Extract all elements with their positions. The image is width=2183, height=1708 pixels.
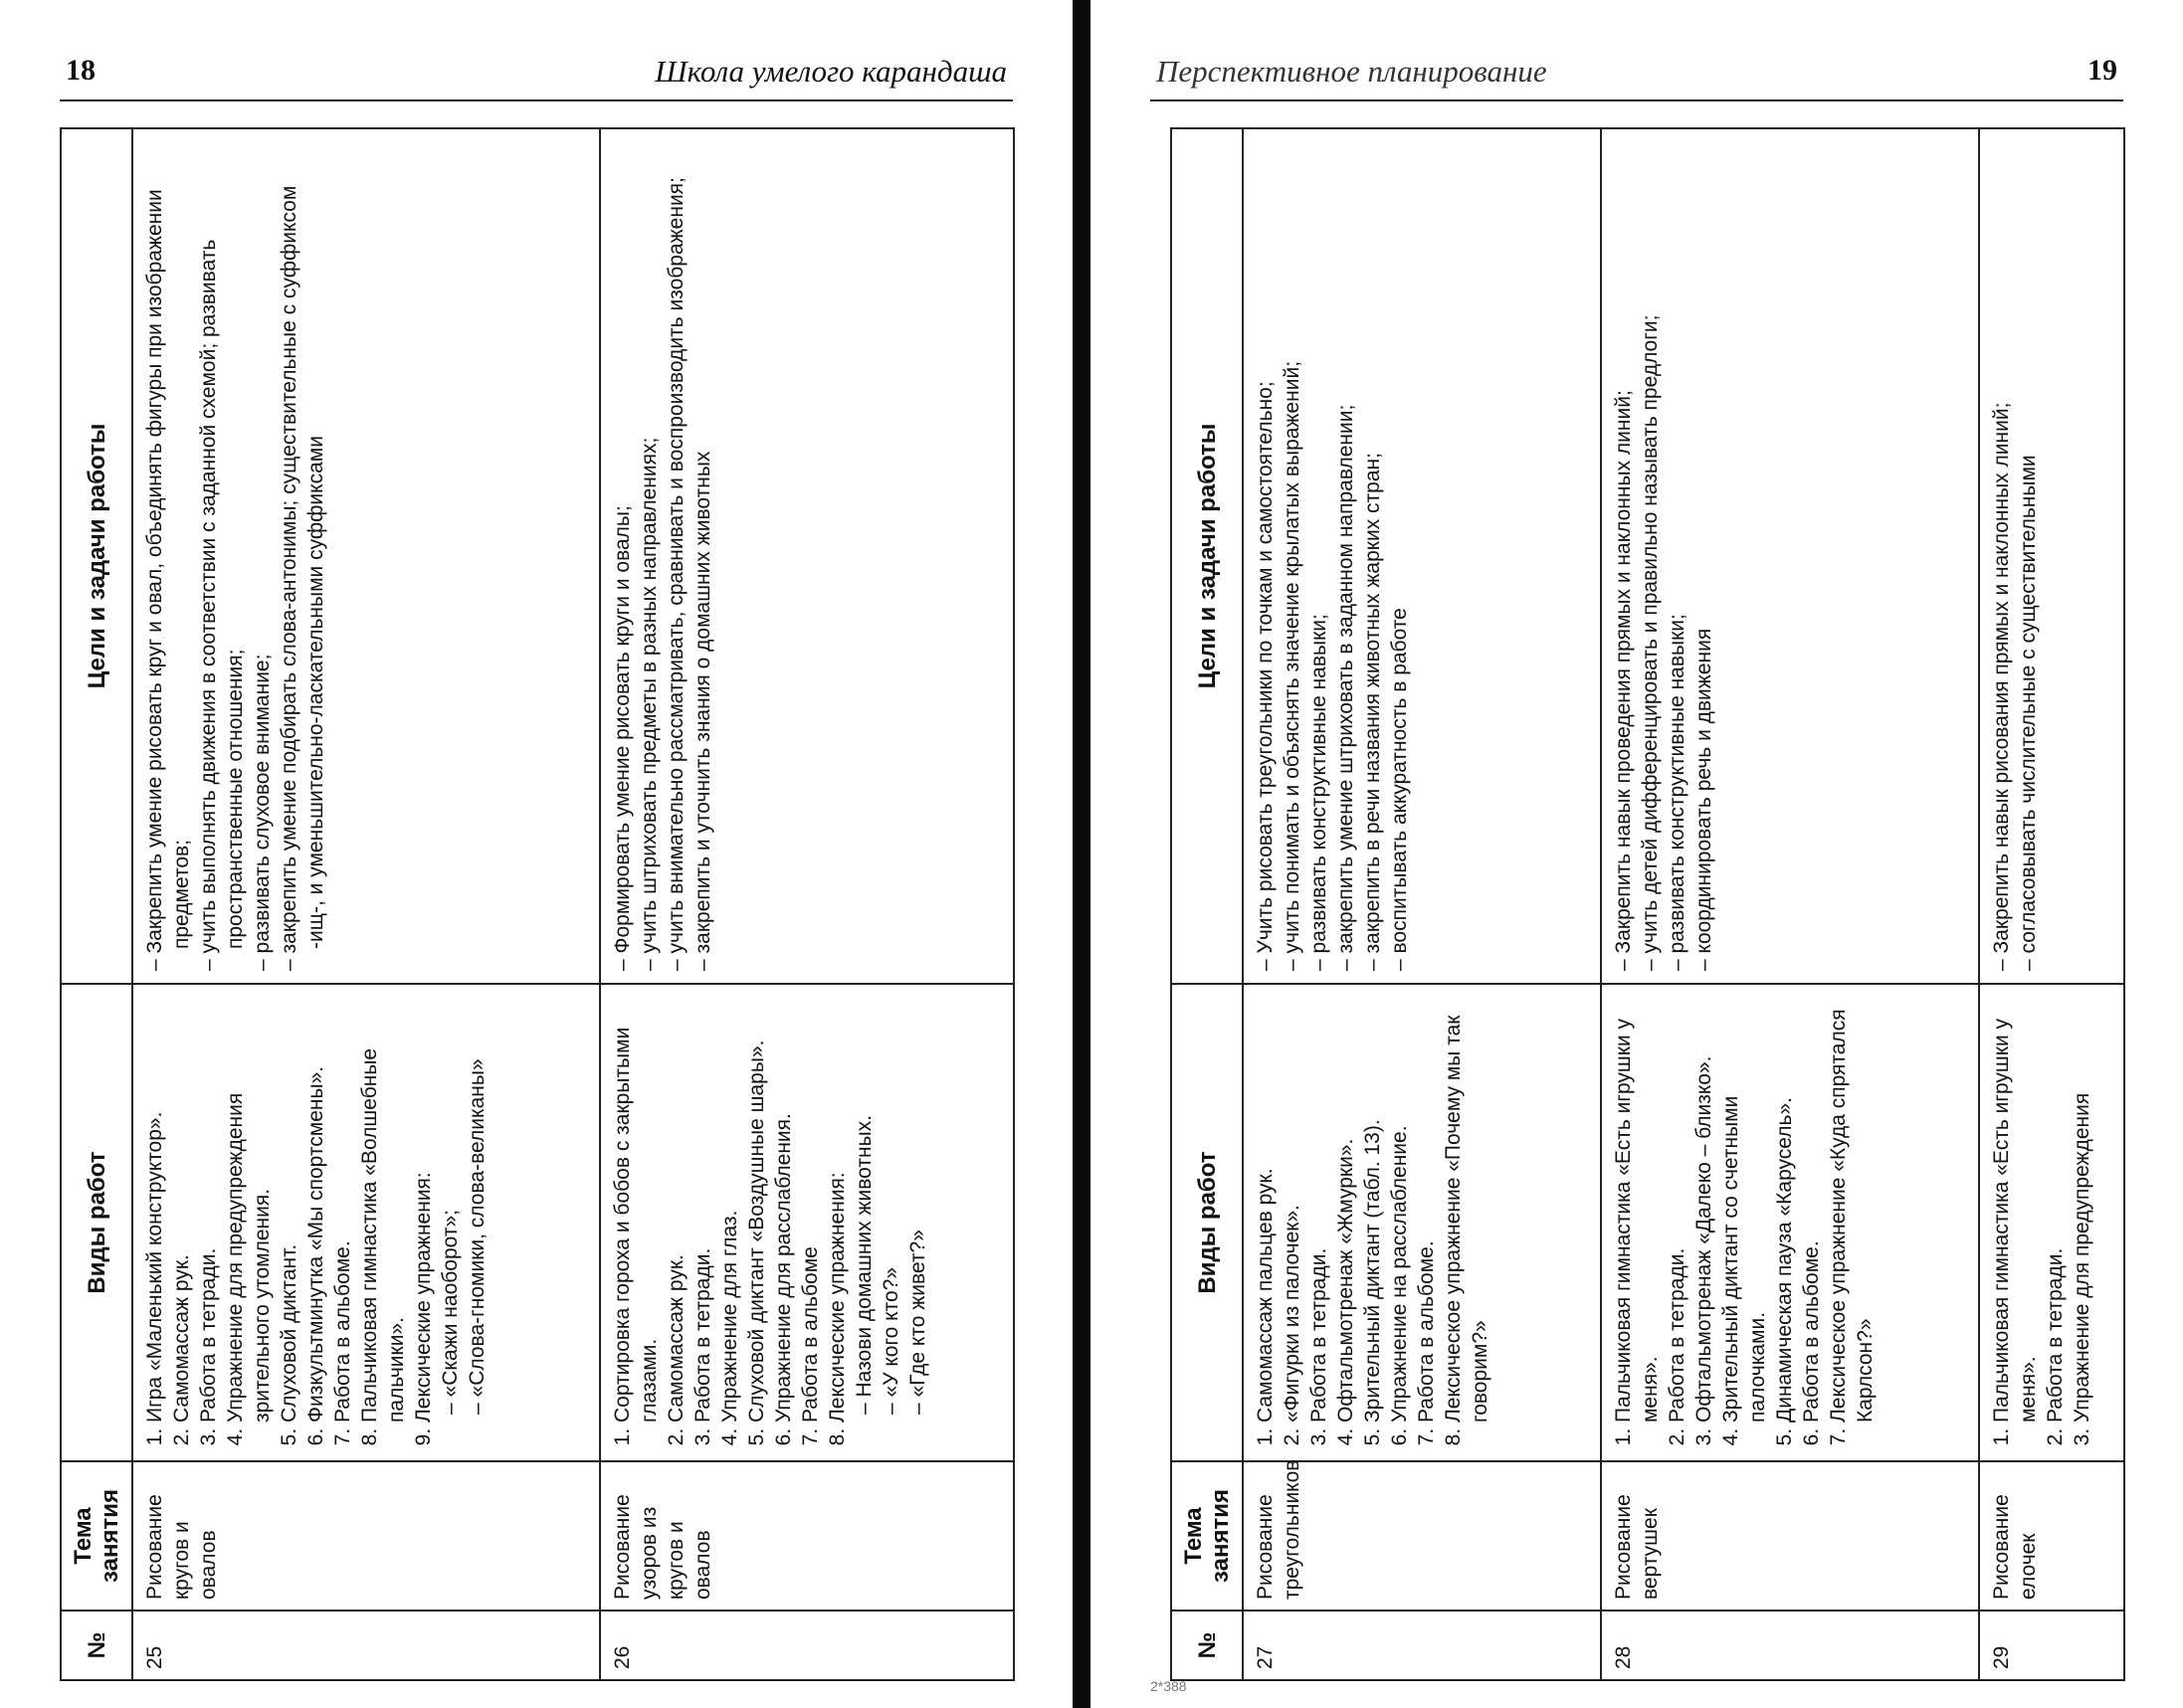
table-row [1243,128,1601,1680]
list-item: – «Слова-гномики, слова-великаны» [464,995,491,1393]
cell-works [600,984,1014,1461]
list-item: – Закрепить умение рисовать круг и овал, объединять фигуры при изображении предметов; [141,139,195,949]
cell-topic: Рисование узоров из кругов и овалов [600,1461,1014,1611]
left-table-rotated [60,129,1015,1681]
list-item: 4. Упражнение для глаз. [716,995,743,1423]
list-item: 4. Офтальмотренаж «Жмурки». [1332,995,1359,1423]
list-item: – координировать речь и движения [1690,139,1717,949]
list-item: – учить выполнять движения в соответствии с заданной схемой; развивать пространственные отношения; [195,139,249,949]
list-item: 6. Упражнение для расслабления. [770,995,797,1423]
cell-num: 25 [132,1611,600,1680]
header-topic: Тема занятия [1171,1461,1243,1611]
list-item: 5. Слуховой диктант. [276,995,302,1423]
list-item: 8. Лексические упражнения: – Назови домашних животных. – «У кого кто?» – «Где кто живет?» [824,995,931,1423]
cell-works [1243,984,1601,1461]
list-item: – «Скажи наоборот»; [437,995,464,1393]
cell-num: 27 [1243,1611,1601,1680]
cell-goals [1979,128,2124,984]
list-item: 5. Зрительный диктант (табл. 13). [1359,995,1386,1423]
header-topic: Тема занятия [61,1461,132,1611]
list-item: – развивать слуховое внимание; [249,139,276,949]
header-works: Виды работ [1171,984,1243,1461]
header-num: № [61,1611,132,1680]
cell-goals [600,128,1014,984]
list-item: – воспитывать аккуратность в работе [1386,139,1413,949]
list-item: – развивать конструктивные навыки; [1305,139,1332,949]
table-row [1979,128,2124,1680]
list-item: – Назови домашних животных. [851,995,878,1393]
cell-topic: Рисование вертушек [1601,1461,1979,1611]
table-row [132,128,600,1680]
right-table-rotated [1170,129,2125,1681]
list-item: 2. Работа в тетради. [1664,995,1690,1423]
running-title: Школа умелого карандаша [655,54,1007,89]
page-number: 19 [2087,54,2117,87]
list-item: – учить внимательно рассматривать, сравнивать и воспроизводить изображения; [663,139,690,949]
book-spine [1073,0,1091,1708]
left-page [0,0,1073,1708]
list-item: 2. Самомассаж рук. [663,995,690,1423]
list-item: – закрепить в речи названия животных жарких стран; [1359,139,1386,949]
table-row [600,128,1014,1680]
cell-works [1979,984,2124,1461]
list-item: 3. Упражнение для предупреждения [2069,995,2095,1423]
list-item: – учить детей дифференцировать и правильно называть предлоги; [1637,139,1664,949]
page-number: 18 [66,54,96,87]
table-header-row [1171,128,1243,1680]
list-item: 7. Работа в альбоме [797,995,824,1423]
list-item: 7. Работа в альбоме. [329,995,356,1423]
cell-num: 29 [1979,1611,2124,1680]
list-item: 6. Работа в альбоме. [1798,995,1825,1423]
list-item: 6. Физкультминутка «Мы спортсмены». [302,995,329,1423]
list-item: 3. Офтальмотренаж «Далеко – близко». [1690,995,1717,1423]
cell-goals [132,128,600,984]
cell-num: 26 [600,1611,1014,1680]
header-goals: Цели и задачи работы [61,128,132,984]
right-page [1091,0,2183,1708]
lesson-plan-table [1170,127,2125,1681]
list-item: – закрепить и уточнить знания о домашних животных [690,139,716,949]
list-item: 4. Упражнение для предупреждения зрительного утомления. [222,995,276,1423]
list-item: – Закрепить навык проведения прямых и наклонных линий; [1610,139,1637,949]
cell-num: 28 [1601,1611,1979,1680]
right-page-header [1150,50,2123,101]
list-item: 1. Пальчиковая гимнастика «Есть игрушки у меня». [1610,995,1664,1423]
list-item: 5. Динамическая пауза «Карусель». [1771,995,1798,1423]
list-item: 5. Слуховой диктант «Воздушные шары». [743,995,770,1423]
list-item: 1. Пальчиковая гимнастика «Есть игрушки у меня». [1988,995,2042,1423]
cell-topic: Рисование треугольников [1243,1461,1601,1611]
cell-works [132,984,600,1461]
list-item: 8. Лексическое упражнение «Почему мы так говорим?» [1440,995,1493,1423]
list-item: – Учить рисовать треугольники по точкам и самостоятельно; [1252,139,1279,949]
list-item: – «У кого кто?» [878,995,904,1393]
lesson-plan-table [60,127,1015,1681]
list-item: 6. Упражнение на расслабление. [1386,995,1413,1423]
list-item: 7. Лексическое упражнение «Куда спрятался Карлсон?» [1825,995,1879,1423]
list-item: – закрепить умение штриховать в заданном направлении; [1332,139,1359,949]
list-item: 3. Работа в тетради. [195,995,222,1423]
list-item: – «Где кто живет?» [904,995,931,1393]
list-item: – Формировать умение рисовать круги и овалы; [609,139,636,949]
list-item: – учить понимать и объяснять значение крылатых выражений; [1279,139,1305,949]
list-item: – закрепить умение подбирать слова-антонимы; существительные с суффиксом -ищ-, и уменьшительно-ласкательными суффиксами [276,139,329,949]
list-item: 2. Работа в тетради. [2042,995,2069,1423]
list-item: – развивать конструктивные навыки; [1664,139,1690,949]
list-item: – учить штриховать предметы в разных направлениях; [636,139,663,949]
list-item: – согласовывать числительные с существительными [2015,139,2042,949]
list-item: 4. Зрительный диктант со счетными палочками. [1717,995,1771,1423]
list-item: 2. Самомассаж рук. [168,995,195,1423]
running-title: Перспективное планирование [1156,54,1547,89]
table-header-row [61,128,132,1680]
cell-topic: Рисование кругов и овалов [132,1461,600,1611]
list-item: 1. Игра «Маленький конструктор». [141,995,168,1423]
list-item: 8. Пальчиковая гимнастика «Волшебные пальчики». [356,995,410,1423]
list-item: 7. Работа в альбоме. [1413,995,1440,1423]
cell-goals [1601,128,1979,984]
print-mark: 2*388 [1150,1678,1187,1694]
list-item: 9. Лексические упражнения: – «Скажи наоборот»; – «Слова-гномики, слова-великаны» [410,995,491,1423]
cell-goals [1243,128,1601,984]
cell-topic: Рисование елочек [1979,1461,2124,1611]
list-item: 1. Самомассаж пальцев рук. [1252,995,1279,1423]
header-goals: Цели и задачи работы [1171,128,1243,984]
table-row [1601,128,1979,1680]
header-works: Виды работ [61,984,132,1461]
header-num: № [1171,1611,1243,1680]
list-item: 2. «Фигурки из палочек». [1279,995,1305,1423]
cell-works [1601,984,1979,1461]
list-item: 3. Работа в тетради. [690,995,716,1423]
left-page-header [60,50,1013,101]
list-item: 1. Сортировка гороха и бобов с закрытыми глазами. [609,995,663,1423]
list-item: 3. Работа в тетради. [1305,995,1332,1423]
list-item: – Закрепить навык рисования прямых и наклонных линий; [1988,139,2015,949]
